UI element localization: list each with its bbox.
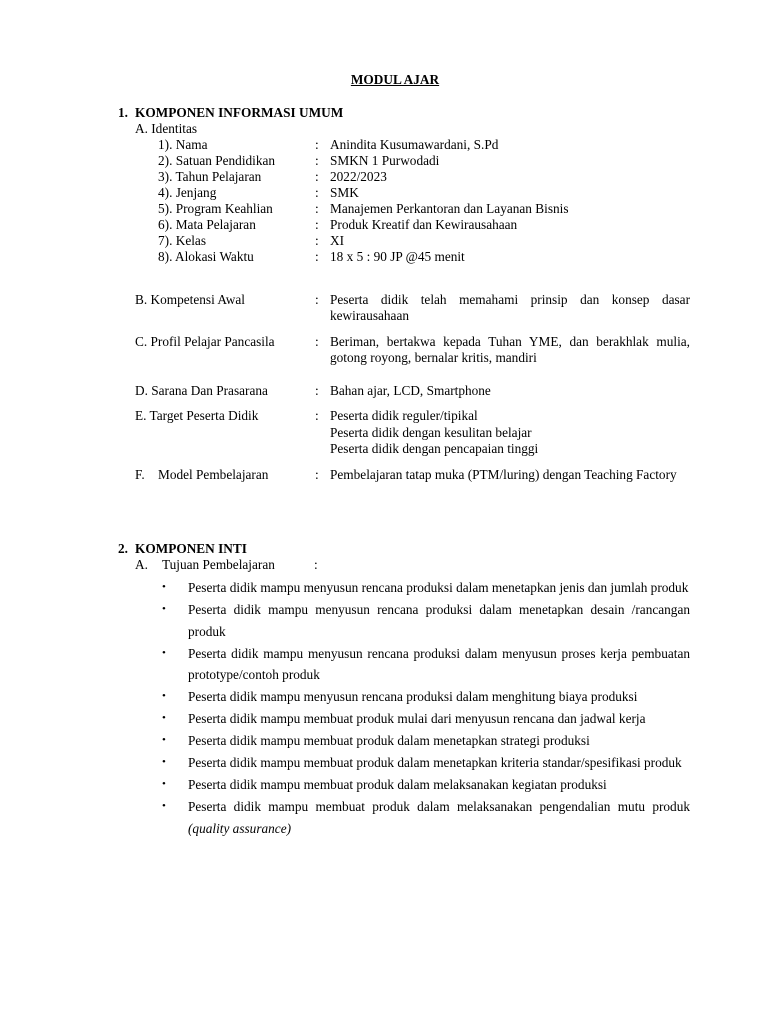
colon: :	[315, 137, 319, 152]
section-2-number: 2.	[118, 541, 128, 556]
identitas-value: Manajemen Perkantoran dan Layanan Bisnis	[330, 201, 569, 216]
colon: :	[315, 169, 319, 184]
bullet-icon: •	[162, 800, 166, 812]
goal-italic-text: (quality assurance)	[188, 820, 292, 836]
colon: :	[315, 334, 319, 349]
goal-text: Peserta didik mampu membuat produk dalam melaksanakan pengendalian mutu produk	[188, 799, 690, 814]
identitas-heading: A. Identitas	[135, 121, 198, 136]
colon: :	[315, 185, 319, 200]
profil-value: Beriman, bertakwa kepada Tuhan YME, dan berakhlak mulia, gotong royong, bernalar kritis, mandiri	[330, 334, 690, 365]
bullet-icon: •	[162, 734, 166, 746]
model-label: Model Pembelajaran	[158, 467, 269, 482]
colon: :	[315, 153, 319, 168]
identitas-value: XI	[330, 233, 345, 248]
bullet-icon: •	[162, 581, 166, 593]
goal-text: Peserta didik mampu menyusun rencana produksi dalam menghitung biaya produksi	[188, 689, 638, 704]
identitas-label: 5). Program Keahlian	[158, 201, 273, 216]
tujuan-colon: :	[314, 557, 318, 572]
list-item	[162, 796, 690, 839]
identitas-label: 6). Mata Pelajaran	[158, 217, 256, 232]
identitas-value: SMK	[330, 185, 359, 200]
goal-text: Peserta didik mampu menyusun rencana produksi dalam menyusun proses kerja pembuatan prototype/contoh produk	[188, 645, 690, 682]
colon: :	[315, 292, 319, 307]
tujuan-label: Tujuan Pembelajaran	[162, 557, 275, 572]
section-1-title: KOMPONEN INFORMASI UMUM	[135, 105, 344, 120]
goal-text: Peserta didik mampu menyusun rencana produksi dalam menetapkan desain /rancangan produk	[188, 602, 690, 639]
identitas-value: SMKN 1 Purwodadi	[330, 153, 440, 168]
target-line: Peserta didik dengan pencapaian tinggi	[330, 441, 539, 456]
colon: :	[315, 383, 319, 398]
target-line: Peserta didik reguler/tipikal	[330, 408, 478, 423]
colon: :	[315, 249, 319, 264]
profil-label: C. Profil Pelajar Pancasila	[135, 334, 275, 349]
list-item	[162, 752, 690, 774]
sarana-label: D. Sarana Dan Prasarana	[135, 383, 268, 398]
goal-text: Peserta didik mampu menyusun rencana produksi dalam menetapkan jenis dan jumlah produk	[188, 580, 689, 595]
bullet-icon: •	[162, 646, 166, 659]
colon: :	[315, 217, 319, 232]
identitas-value: 18 x 5 : 90 JP @45 menit	[330, 249, 465, 264]
identitas-value: 2022/2023	[330, 169, 387, 184]
tujuan-letter: A.	[135, 557, 148, 572]
bullet-icon: •	[162, 756, 166, 768]
document-title: MODUL AJAR	[350, 72, 440, 87]
sarana-value: Bahan ajar, LCD, Smartphone	[330, 383, 491, 398]
bullet-icon: •	[162, 778, 166, 790]
identitas-label: 3). Tahun Pelajaran	[158, 169, 262, 184]
target-label: E. Target Peserta Didik	[135, 408, 259, 423]
model-value: Pembelajaran tatap muka (PTM/luring) dengan Teaching Factory	[330, 467, 677, 482]
colon: :	[315, 201, 319, 216]
section-1-number: 1.	[118, 105, 128, 120]
colon: :	[315, 408, 319, 423]
list-item	[162, 643, 690, 686]
identitas-value: Produk Kreatif dan Kewirausahaan	[330, 217, 518, 232]
section-2-title: KOMPONEN INTI	[135, 541, 247, 556]
colon: :	[315, 467, 319, 482]
identitas-value: Anindita Kusumawardani, S.Pd	[330, 137, 499, 152]
colon: :	[315, 233, 319, 248]
identitas-label: 4). Jenjang	[158, 185, 217, 200]
list-item	[162, 774, 690, 796]
goal-text: Peserta didik mampu membuat produk dalam menetapkan strategi produksi	[188, 733, 590, 748]
list-item	[162, 577, 690, 599]
list-item	[162, 708, 690, 730]
learning-goals-list	[162, 577, 690, 840]
target-line: Peserta didik dengan kesulitan belajar	[330, 425, 532, 440]
goal-text: Peserta didik mampu membuat produk mulai dari menyusun rencana dan jadwal kerja	[188, 711, 646, 726]
kompetensi-awal-value: Peserta didik telah memahami prinsip dan konsep dasar kewirausahaan	[330, 292, 690, 323]
bullet-icon: •	[162, 690, 166, 702]
kompetensi-awal-label: B. Kompetensi Awal	[135, 292, 245, 307]
identitas-label: 7). Kelas	[158, 233, 206, 248]
bullet-icon: •	[162, 603, 166, 615]
identitas-label: 8). Alokasi Waktu	[158, 249, 254, 264]
identitas-label: 1). Nama	[158, 137, 208, 152]
list-item	[162, 686, 690, 708]
identitas-label: 2). Satuan Pendidikan	[158, 153, 276, 168]
list-item	[162, 730, 690, 752]
list-item	[162, 599, 690, 642]
model-letter: F.	[135, 467, 145, 482]
bullet-icon: •	[162, 712, 166, 724]
goal-text: Peserta didik mampu membuat produk dalam melaksanakan kegiatan produksi	[188, 777, 607, 792]
goal-text: Peserta didik mampu membuat produk dalam menetapkan kriteria standar/spesifikasi produk	[188, 755, 682, 770]
